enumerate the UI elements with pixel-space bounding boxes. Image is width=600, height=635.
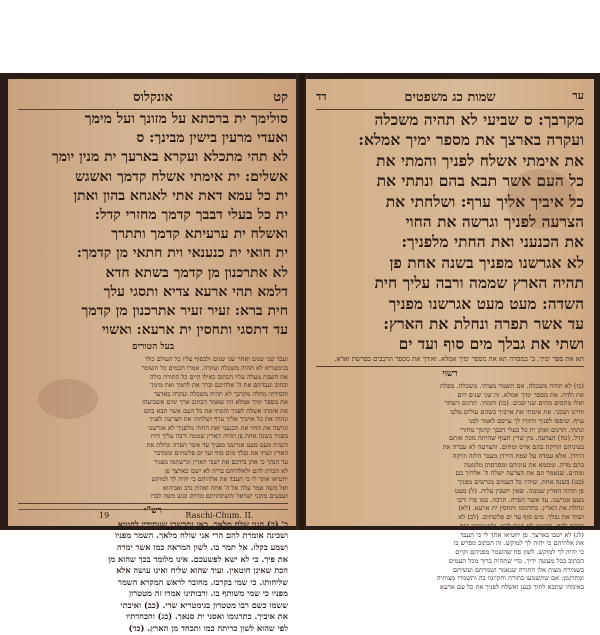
commentary-line: בהם מרה. ומסמא את עיניהם ומסרסתן מלמטה [464, 460, 584, 469]
commentary-line: ושתי את גבלך. מים סוף עד ים פלשתים. (לב) לא [458, 513, 584, 522]
text-line: ועקרה בארצך את מספר ימיך אמלא: [358, 130, 584, 150]
commentary-line: קדל. (כח) הצרעה. מין שרץ העוף שהיתה מכה אותם [448, 434, 584, 443]
text-line: ואשלח ית ערעיתא קדמך ותתרך [111, 226, 288, 243]
commentary-line: את אלהיהם כי יהיה לך למוקש. זה הכתוב מפרש בו [453, 539, 584, 548]
right-running-title: שמות כג משפטים [404, 90, 496, 105]
commentary-line: ושמע בקלו. אל תמר בו. לשון המראה כמו אשר ימרה [116, 541, 288, 552]
text-line: עד דתסגי ותחסין ית ארעא: ואשוי [101, 322, 288, 339]
commentary-line: ובתיב ועבדתם את ה' אלהיכם וברך את לחמך ואת מימך [150, 381, 288, 390]
text-line: כל איביך אליך ערף: ושלחתי את [385, 191, 584, 211]
baal-haturim-commentary [18, 355, 288, 500]
text-line: ית חואי ית כנענאי וית חתאי מן קדמך: [76, 245, 288, 262]
targum-text [18, 110, 288, 340]
text-line: סולימך ית ברכתא על מזונך ועל מימך [84, 111, 288, 127]
text-line: מקרבך: ס שביעי לא תהיה משכלה [374, 110, 584, 129]
torah-text [316, 110, 584, 355]
text-line: ואעדי מרעין בישין מבינך: ס [136, 130, 288, 147]
commentary-line: וגרשה את החוי את הכנעני ואת החתי מלפניך לא אגרשנו [148, 423, 288, 432]
commentary-line: כי יהיה לך למוקש. לשון פח שהשמר מפניהם וקיים [455, 548, 584, 557]
commentary-line: מפניו כי שמי משותף בו. ורבותינו אמרו זה מטטרון [128, 588, 288, 599]
text-line: לא תהי מתכלא ועקרא בארעך ית מנין יומך [51, 149, 288, 166]
text-line: הצרעה לפניך וגרשה את החוי [405, 212, 584, 232]
commentary-line: את ולדה. את מספר ימיך אמלא. זה שני שנים ויום [457, 390, 584, 399]
commentary-line: פן תהיה הארץ שממה. שאין יושבין עליה. (ל) מעט [454, 486, 584, 495]
right-folio-number: ער [572, 89, 584, 102]
rashi-commentary [18, 519, 288, 635]
text-line: כל העם אשר תבא בהם ונתתי את [376, 171, 584, 191]
commentary-line: וחיינו ושכני. את אימתי את אויביך כשהם עולים מלבו [449, 408, 584, 417]
commentary-line: את אימתי אשלח לפניך והמתי את כל העם אשר תבא בהם [143, 406, 288, 415]
left-page-header [18, 87, 288, 110]
commentary-line: ערף. שיפסו לפניך ויחזרו לך ערפם לאמר לפני [468, 416, 584, 425]
commentary-line: תכרת להם. תרגומו לא תגזר להון. ולטעותהון קים [459, 521, 584, 530]
text-line: את הכנעני ואת החתי מלפניך: [401, 232, 584, 252]
text-line: ושתי את גבלך מים סוף ועד ים [398, 334, 584, 354]
commentary-line: ואל משה אמר עלה אל ה' אתה ואהרן נדב ואביהוא [163, 483, 288, 492]
text-line: ית כל עמא דאת אתי לאגחא בהון ואתן [73, 187, 288, 204]
commentary-line: השדה מעט מעט אגרשנו מפניך עד אשר תפרה ונחלת את [146, 440, 288, 449]
commentary-line: ועבד שני שנים ואחר שני שנים ולבסוף עליו כל העולם כולו [145, 355, 288, 364]
commentary-line: את איביך. כתרגומו ואסני ית סנאך. (כג) והכחדתיו [125, 611, 288, 622]
commentary-line: ושכינה אומרת להם הרי אני שולח מלאך. השמר מפניו [114, 530, 288, 541]
right-page [306, 79, 594, 592]
text-line: ית כל בעלי דבבך קדמך מחזרי קדל: [94, 207, 288, 224]
commentary-line: (לג) לא ישבו בארצך. פן יחטיאו אתך לי כי תעבד [460, 530, 584, 539]
commentary-line: את השבת מעלה עליו הכתוב כאילו קיים כל התורה כולה [149, 372, 288, 381]
rashi-commentary [316, 382, 584, 592]
rashi-heading: רשוי [442, 368, 458, 379]
commentary-line: לפי שהוא לשון כריתה כמו ותכחד מן הארץ. (כד) [128, 623, 288, 634]
commentary-line: ומתרגמן: אם שתשמעו בתורה ותקיימו בה ותשמרו מצותיה [436, 574, 584, 583]
commentary-line: (כו) לא תהיה משכלה. אם תשמר מצותי. משכלה. מפלת [439, 381, 584, 390]
text-line: השדה: מעט מעט אגרשנו מפניך [388, 293, 584, 313]
text-line: לא אגרשנו מפניך בשנה אחת פן [389, 252, 584, 272]
commentary-line: באימתי שתבא לתוך כנען ואשלח לפניך את כל עם ארעא [440, 583, 584, 592]
left-page [8, 79, 298, 634]
open-book [0, 73, 600, 634]
section-divider [18, 503, 288, 504]
commentary-line: ששמו כשם רבו מטטרון בגימטריא שדי. (כב) ואיבתי [120, 599, 288, 610]
text-line: אשלים: ית אימתי אשלח קדמך ואשגש [75, 168, 288, 185]
commentary-heading: בעל הטורים [131, 342, 175, 353]
masorah-note [316, 355, 584, 364]
commentary-line: והסירתי מחלה מקרבך לא תהיה משכלה ועקרה בארצך [153, 389, 288, 398]
paper-stain [38, 379, 98, 419]
text-line: חית ברא: זעיר זעיר אתרכנון מן קדמך [81, 303, 288, 320]
text-line: לא אתרכנון מן קדמך בשתא חדא [105, 264, 288, 281]
commentary-line: ומתים. שנאמר וגם את הצרעה ישלח ה' אלהיך בם [455, 469, 584, 478]
commentary-line: ונתתי. תרגום ואתן ית כל בעלי דבבך קדמך מחזרי [459, 425, 584, 434]
commentary-line: את מספר ימיך אמלא זהו שאמר הכתוב ארך ימים אשביעהו [142, 398, 288, 407]
commentary-line: עד הנהר כי אתן בידכם את ישבי הארץ וגרשתמו מפניך [153, 458, 288, 466]
commentary-line: מעט אגרשנו. עד אשר תפרה. תרבה. כמו פרו ורבו [456, 495, 584, 504]
left-running-title: אונקלוס [133, 90, 173, 105]
text-line: תהיה הארץ שממה ורבה עליך חית [374, 273, 584, 293]
commentary-line: הארץ ושתי את גבלך מים סוף ועד ים פלשתים וממדבר [154, 449, 288, 458]
commentary-line: מפניך בשנה אחת פן תהיה הארץ שממה ורבה עליך חית [150, 432, 288, 441]
paper-stain [506, 169, 576, 229]
commentary-line: את פיך. כי לא ישא לפשעכם. אינו מלומד בכך שהוא מן [108, 553, 288, 564]
signature-mark: 19 [99, 511, 110, 520]
commentary-line: ושבעים מזקני ישראל והשתחויתם מרחק ונגש משה לבדו [150, 492, 288, 501]
commentary-line: הירדן. אלא עמדה על שפת הירדן מעבר הלזה וזרקה [452, 451, 584, 460]
commentary-line: הכת שאינן חוטאין. ועוד שהוא שליח ואינו עושה אלא [116, 565, 288, 576]
right-corner-mark: דד [316, 90, 327, 103]
note-line: תא את ספר ימיך. ב' במסרה תא את מספר ימיך אמלא. ואידך את מספר הרכבים בפרשת וארא. [334, 354, 584, 363]
commentary-line: בעיניהם וזורקת בהם ארס ומתים. והצרעה לא עברה את [442, 443, 584, 452]
commentary-line: ואלו מתפים מתים שני שנים. (כז) והמתי. תרגום וישחר [444, 399, 584, 408]
text-line: את אימתי אשלח לפניך והמתי את [376, 150, 584, 170]
commentary-line: שליחותו. כי שמי בקרבו. מחובר לראש המקרא השמר [117, 576, 288, 587]
rashi-heading: רש"י [144, 505, 162, 516]
commentary-line: (כט) בשנה אחת. שיהיו כל העמים מגרשים מפניך [457, 478, 584, 487]
text-line: דלמא תהי ארעא צדיא ותסגי עלך [103, 283, 288, 300]
commentary-line: הכתוב בכל מעשה ידיך. כדי שתהיה ברוך מכל העמים [448, 556, 584, 565]
commentary-line: ונתתי את כל אויביך אליך ערף ושלחתי את הצרעה לפניך [149, 415, 288, 424]
left-page-footer [18, 509, 288, 522]
right-page-header [316, 87, 584, 110]
section-divider [316, 366, 584, 367]
commentary-line: יחטיאו אתך לי כי תעבד את אלהיהם כי יהיה לך למוקש [151, 475, 288, 484]
printer-signature: Raschi-Chum. II. [185, 511, 254, 520]
text-line: עד אשר תפרה ונחלת את הארץ: [383, 314, 584, 334]
commentary-line: בשמירת מצות אלו התורה שנאמר ושמרתם ועשיתם [452, 565, 584, 574]
commentary-line: כ' (כ) הנני שלח מלאך. כאן נתבשרו שעתידין לחטוא [117, 518, 288, 529]
left-folio-number: קט [273, 90, 288, 105]
commentary-line: ונחלת את הארץ. כתרגומו ותחסין ית ארעא. (לא) [458, 504, 584, 513]
commentary-line: בגימטריא לא תהיה משכלה ועקרה. אמרו חכמים כל השומר [141, 363, 288, 372]
commentary-line: לא תכרת להם ולאלהיהם ברית לא ישבו בארצך פן [164, 466, 288, 475]
